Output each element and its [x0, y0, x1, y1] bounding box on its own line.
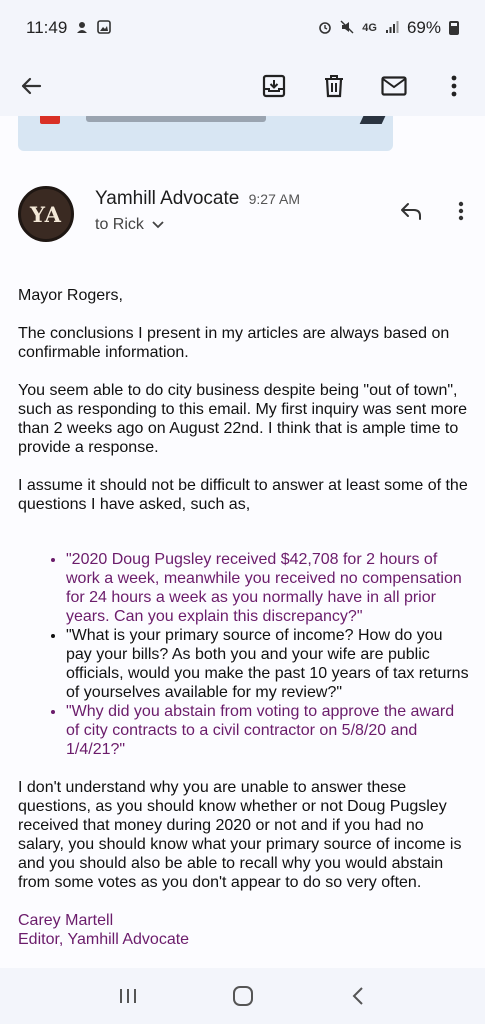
- status-time: 11:49: [26, 18, 68, 37]
- attachment-name-cut: [86, 116, 266, 122]
- sender-line: [95, 188, 300, 210]
- recipient-text: to Rick: [95, 216, 144, 233]
- email-body: [18, 286, 470, 949]
- system-nav-bar: [0, 968, 485, 1024]
- back-arrow-icon[interactable]: [18, 73, 44, 99]
- alarm-icon: [318, 20, 332, 37]
- pdf-icon: [40, 116, 60, 124]
- attachment-preview[interactable]: [18, 116, 393, 151]
- email-time: 9:27 AM: [248, 191, 300, 207]
- greeting: Mayor Rogers,: [18, 287, 123, 304]
- paragraph-2: You seem able to do city business despite being "out of town", such as responding to this email. My first inquiry was sent more than 2 weeks ago on August 22nd. I think that is ample time to provide a response.: [18, 382, 468, 456]
- paragraph-3: I assume it should not be difficult to answer at least some of the questions I have asked, such as,: [18, 477, 468, 513]
- question-2: • "What is your primary source of income? How do you pay your bills? As both you and your wife are public officials, would you make the past 10 years of tax returns of yourselves available for my review?": [66, 626, 470, 702]
- notification-icon: [75, 20, 89, 37]
- toolbar-actions: [261, 73, 467, 99]
- recents-icon[interactable]: [115, 983, 141, 1009]
- email-content[interactable]: [0, 116, 485, 968]
- back-icon[interactable]: [345, 983, 371, 1009]
- message-more-icon[interactable]: [448, 198, 474, 224]
- app-bar: [0, 56, 485, 116]
- sender-name[interactable]: Yamhill Advocate: [95, 188, 240, 209]
- signature-title: Editor, Yamhill Advocate: [18, 931, 190, 948]
- chevron-down-icon: [152, 216, 164, 234]
- status-left: [26, 18, 111, 38]
- mute-icon: [340, 20, 354, 37]
- email-header: [18, 186, 468, 246]
- avatar[interactable]: [18, 186, 74, 242]
- image-icon: [97, 20, 111, 37]
- status-right: [318, 18, 459, 38]
- battery-percent: 69%: [406, 18, 441, 37]
- reply-icon[interactable]: [398, 198, 424, 224]
- signature-name: Carey Martell: [18, 912, 114, 929]
- trash-icon[interactable]: [321, 73, 347, 99]
- more-vert-icon[interactable]: [441, 73, 467, 99]
- status-bar: [0, 0, 485, 56]
- questions-list: [66, 550, 470, 759]
- mail-icon[interactable]: [381, 73, 407, 99]
- network-label: 4G: [362, 22, 377, 34]
- battery-icon: [449, 21, 459, 35]
- avatar-text: YA: [30, 201, 62, 227]
- recipient-toggle[interactable]: [95, 216, 164, 234]
- archive-icon[interactable]: [261, 73, 287, 99]
- closing-paragraph: I don't understand why you are unable to answer these questions, as you should know whether or not Doug Pugsley received that money during 2020 or not and if you had no salary, you should know what your primary source of income is and you should also be able to recall why you would abstain from some votes as you don't appear to do so very often.: [18, 779, 462, 891]
- paragraph-1: The conclusions I present in my articles are always based on confirmable information.: [18, 325, 450, 361]
- drive-icon: [360, 116, 387, 124]
- question-3: • "Why did you abstain from voting to approve the award of city contracts to a civil contractor on 5/8/20 and 1/4/21?": [66, 702, 470, 759]
- signal-icon: [385, 20, 399, 37]
- home-icon[interactable]: [230, 983, 256, 1009]
- question-1: • "2020 Doug Pugsley received $42,708 for 2 hours of work a week, meanwhile you received no compensation for 24 hours a week as you normally have in all prior years. Can you explain this discrepancy?": [66, 550, 470, 626]
